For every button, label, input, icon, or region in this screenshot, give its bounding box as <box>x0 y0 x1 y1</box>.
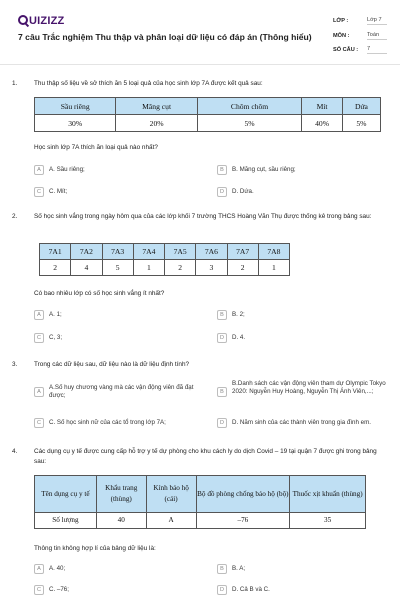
table-cell: 5% <box>342 115 380 132</box>
quizizz-logo <box>18 15 64 27</box>
question-4-option-c[interactable]: C C. –76; <box>34 585 204 595</box>
meta-value-count: 7 <box>367 46 387 54</box>
question-3-option-b[interactable]: B B.Danh sách các vận động viên tham dự Olympic Tokyo 2020: Nguyễn Huy Hoàng, Nguyễn Thị Ánh Viên,...; <box>217 379 389 397</box>
question-2-option-c[interactable]: C C, 3; <box>34 333 204 343</box>
question-3-option-c[interactable]: C C. Số học sinh nữ của các tổ trong lớp 7A; <box>34 418 214 428</box>
table-header-cell: Khẩu trang (thùng) <box>96 476 146 513</box>
table-cell: Số lượng <box>35 513 97 529</box>
table-header-cell: 7A8 <box>258 244 289 260</box>
option-key-box: D <box>217 585 227 595</box>
table-cell: 1 <box>133 260 164 276</box>
question-1-option-c[interactable]: C C. Mít; <box>34 187 204 197</box>
question-2-prompt: Có bao nhiêu lớp có số học sinh vắng ít nhất? <box>34 290 165 297</box>
option-key-box: C <box>34 187 44 197</box>
question-4-number: 4. <box>12 448 18 455</box>
meta-label-class: LỚP : <box>333 18 349 24</box>
question-2-option-a[interactable]: A A. 1; <box>34 310 204 320</box>
option-key-box: B <box>217 165 227 175</box>
worksheet-title: 7 câu Trắc nghiệm Thu thập và phân loại dữ liệu có đáp án (Thông hiểu) <box>18 32 312 42</box>
table-header-cell: Bộ đồ phòng chống bảo hộ (bộ) <box>196 476 290 513</box>
question-1-option-b[interactable]: B B. Măng cụt, sầu riêng; <box>217 165 387 175</box>
question-1-option-d[interactable]: D D. Dứa. <box>217 187 387 197</box>
option-key-box: D <box>217 187 227 197</box>
table-cell: 20% <box>116 115 197 132</box>
table-cell: 2 <box>165 260 196 276</box>
question-2-option-b[interactable]: B B. 2; <box>217 310 387 320</box>
table-cell: 3 <box>196 260 227 276</box>
table-cell: 2 <box>40 260 71 276</box>
meta-label-count: SỐ CÂU : <box>333 47 359 53</box>
option-key-box: C <box>34 585 44 595</box>
question-3-option-a[interactable]: A A.Số huy chương vàng mà các vận động viên đã đạt được; <box>34 383 210 401</box>
option-key-box: A <box>34 310 44 320</box>
table-header-cell: Tên dụng cụ y tế <box>35 476 97 513</box>
option-key-box: B <box>217 310 227 320</box>
question-4-table <box>34 475 366 529</box>
option-key-box: D <box>217 418 227 428</box>
logo-q-mark <box>18 15 28 25</box>
question-3-number: 3. <box>12 361 18 368</box>
table-header-cell: Kính bảo hộ (cái) <box>146 476 196 513</box>
table-header-cell: Sầu riêng <box>35 98 116 115</box>
option-key-box: B <box>217 564 227 574</box>
table-header-cell: Chôm chôm <box>197 98 301 115</box>
table-cell: 2 <box>227 260 258 276</box>
table-cell: 5% <box>197 115 301 132</box>
table-cell: 35 <box>290 513 366 529</box>
option-key-box: A <box>34 564 44 574</box>
table-cell: 1 <box>258 260 289 276</box>
option-key-box: A <box>34 387 44 397</box>
option-key-box: C <box>34 333 44 343</box>
question-1-option-a[interactable]: A A. Sầu riêng; <box>34 165 204 175</box>
question-3-text: Trong các dữ liệu sau, dữ liệu nào là dữ liệu định tính? <box>34 361 190 368</box>
meta-label-subject: MÔN : <box>333 33 350 39</box>
question-1-prompt: Học sinh lớp 7A thích ăn loại quả nào nhất? <box>34 144 158 151</box>
table-header-cell: 7A5 <box>165 244 196 260</box>
question-2-text: Số học sinh vắng trong ngày hôm qua của các lớp khối 7 trường THCS Hoàng Văn Thụ được thống kê trong bảng sau: <box>34 213 372 220</box>
option-key-box: A <box>34 165 44 175</box>
table-cell: 5 <box>102 260 133 276</box>
question-4-option-b[interactable]: B B. A; <box>217 564 387 574</box>
table-header-cell: Dứa <box>342 98 380 115</box>
table-header-cell: 7A2 <box>71 244 102 260</box>
table-header-cell: 7A6 <box>196 244 227 260</box>
table-cell: 30% <box>35 115 116 132</box>
table-cell: 40% <box>302 115 343 132</box>
table-header-cell: Thuốc xịt khuẩn (thùng) <box>290 476 366 513</box>
question-1-text: Thu thập số liệu về sở thích ăn 5 loại quả của học sinh lớp 7A được kết quả sau: <box>34 80 263 87</box>
question-2-option-d[interactable]: D D. 4. <box>217 333 387 343</box>
table-header-cell: 7A3 <box>102 244 133 260</box>
question-1-number: 1. <box>12 80 18 87</box>
question-4-option-a[interactable]: A A. 40; <box>34 564 204 574</box>
logo-text: UIZIZZ <box>29 15 65 27</box>
question-4-text: Các dụng cụ y tế được cung cấp hỗ trợ y tế dự phòng cho khu cách ly do dịch Covid – 19 tại quận 7 được ghi trong bảng sau: <box>34 448 377 465</box>
table-header-cell: 7A7 <box>227 244 258 260</box>
question-2-number: 2. <box>12 213 18 220</box>
option-key-box: B <box>217 387 227 397</box>
worksheet-header <box>0 0 400 62</box>
question-4-option-d[interactable]: D D. Cả B và C. <box>217 585 387 595</box>
option-key-box: D <box>217 333 227 343</box>
table-header-cell: Măng cụt <box>116 98 197 115</box>
table-header-cell: 7A1 <box>40 244 71 260</box>
option-key-box: C <box>34 418 44 428</box>
meta-value-subject: Toán <box>367 32 387 40</box>
question-4-prompt: Thông tin không hợp lí của bảng dữ liệu là: <box>34 545 156 552</box>
table-cell: 4 <box>71 260 102 276</box>
table-cell: A <box>146 513 196 529</box>
table-cell: 40 <box>96 513 146 529</box>
question-2-table <box>39 243 290 276</box>
table-header-cell: Mít <box>302 98 343 115</box>
question-3-option-d[interactable]: D D. Năm sinh của các thành viên trong gia đình em. <box>217 418 397 428</box>
table-cell: –76 <box>196 513 290 529</box>
table-header-cell: 7A4 <box>133 244 164 260</box>
question-1-table <box>34 97 381 132</box>
header-divider <box>0 64 400 65</box>
meta-value-class: Lớp 7 <box>367 17 387 25</box>
